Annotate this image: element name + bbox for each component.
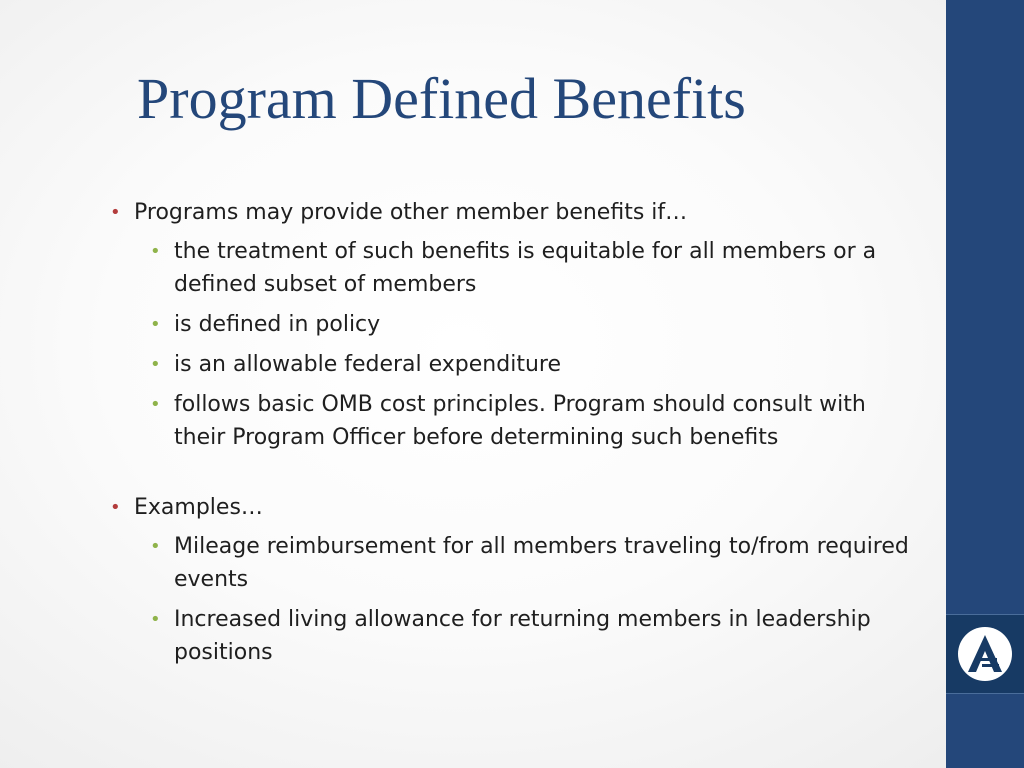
bullet-text: Programs may provide other member benefits if… [134,200,688,225]
logo-box [946,614,1024,694]
sub-bullet-item: • follows basic OMB cost principles. Program should consult with their Program Officer before determining such benefits [150,388,910,454]
bullet-item [110,492,910,669]
sub-bullet-item: • Mileage reimbursement for all members traveling to/from required events [150,530,910,596]
sub-bullet-item: • is defined in policy [150,308,910,341]
bullet-item [110,197,910,454]
sub-bullet-item: • is an allowable federal expenditure [150,348,910,381]
sub-bullet-item: • Increased living allowance for returning members in leadership positions [150,603,910,669]
americorps-logo-icon [955,624,1015,684]
bullet-list [110,197,910,669]
slide-content [110,197,910,676]
sub-bullet-list [134,530,910,669]
slide-title: Program Defined Benefits [137,66,746,131]
sub-bullet-list [134,235,910,454]
sub-bullet-item: • the treatment of such benefits is equitable for all members or a defined subset of members [150,235,910,301]
bullet-text: Examples… [134,495,263,520]
